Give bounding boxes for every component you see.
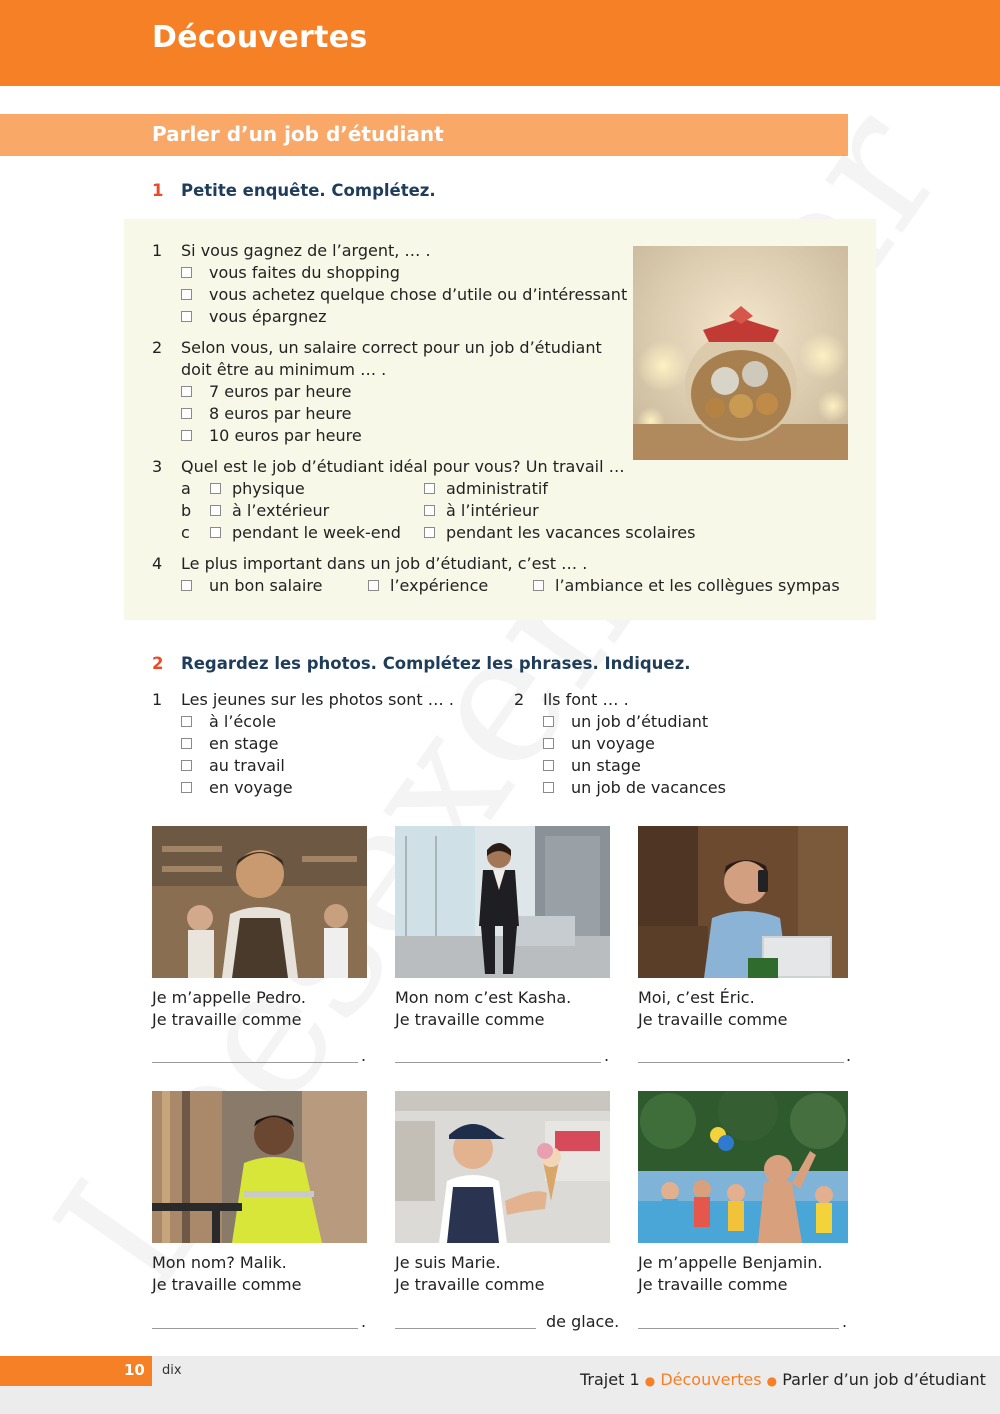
person-intro: Moi, c’est Éric.	[638, 988, 755, 1007]
person-job-prompt: Je travaille comme	[638, 1010, 788, 1029]
breadcrumb-decouvertes: Découvertes	[660, 1370, 762, 1389]
answer-line[interactable]	[395, 1062, 601, 1063]
q3-text: Quel est le job d’étudiant idéal pour vous? Un travail …	[181, 457, 625, 476]
checkbox[interactable]	[181, 760, 192, 771]
exercise-1-instruction: Petite enquête. Complétez.	[181, 181, 436, 200]
checkbox[interactable]	[368, 580, 379, 591]
page-number-word: dix	[162, 1363, 182, 1378]
checkbox[interactable]	[210, 527, 221, 538]
person-intro: Mon nom? Malik.	[152, 1253, 287, 1272]
q2-option: 8 euros par heure	[209, 404, 352, 423]
checkbox[interactable]	[543, 716, 554, 727]
ex2-q2-number: 2	[514, 690, 525, 709]
q1-number: 1	[152, 241, 163, 260]
person-job-prompt: Je travaille comme	[395, 1010, 545, 1029]
q2-text-line1: Selon vous, un salaire correct pour un job d’étudiant	[181, 338, 602, 357]
q4-number: 4	[152, 554, 163, 573]
ex2-q1-option: en voyage	[209, 778, 293, 797]
ex2-q1-number: 1	[152, 690, 163, 709]
kasha-office-photo	[395, 826, 610, 978]
q1-option: vous épargnez	[209, 307, 327, 326]
checkbox[interactable]	[181, 430, 192, 441]
person-intro: Je m’appelle Pedro.	[152, 988, 306, 1007]
checkbox[interactable]	[181, 311, 192, 322]
q4-text: Le plus important dans un job d’étudiant, c’est … .	[181, 554, 588, 573]
money-jar-photo	[633, 246, 848, 460]
checkbox[interactable]	[181, 267, 192, 278]
footer-breadcrumb	[580, 1370, 986, 1389]
q1-text: Si vous gagnez de l’argent, … .	[181, 241, 431, 260]
person-job-prompt: Je travaille comme	[152, 1275, 302, 1294]
q3-option: pendant le week-end	[232, 523, 401, 542]
q1-option: vous faites du shopping	[209, 263, 400, 282]
q2-number: 2	[152, 338, 163, 357]
ex2-q2-option: un voyage	[571, 734, 655, 753]
ex2-q1-text: Les jeunes sur les photos sont … .	[181, 690, 454, 709]
q4-option: l’expérience	[390, 576, 489, 595]
q3-option: à l’extérieur	[232, 501, 330, 520]
ex2-q1-option: au travail	[209, 756, 285, 775]
answer-line[interactable]	[152, 1328, 358, 1329]
q4-option: un bon salaire	[209, 576, 323, 595]
q3-option: administratif	[446, 479, 548, 498]
checkbox[interactable]	[424, 505, 435, 516]
answer-line[interactable]	[638, 1328, 839, 1329]
q3-letter: a	[181, 479, 191, 498]
q3-letter: c	[181, 523, 190, 542]
answer-line[interactable]	[395, 1328, 536, 1329]
ex2-q1-option: en stage	[209, 734, 279, 753]
checkbox[interactable]	[181, 716, 192, 727]
pedro-barista-photo	[152, 826, 367, 978]
q3-option: physique	[232, 479, 305, 498]
line-end: .	[842, 1312, 848, 1331]
person-job-prompt: Je travaille comme	[638, 1275, 788, 1294]
checkbox[interactable]	[424, 527, 435, 538]
q3-option: pendant les vacances scolaires	[446, 523, 696, 542]
line-end: .	[846, 1046, 852, 1065]
checkbox[interactable]	[210, 483, 221, 494]
checkbox[interactable]	[543, 782, 554, 793]
person-job-prompt: Je travaille comme	[152, 1010, 302, 1029]
marie-icecream-photo	[395, 1091, 610, 1243]
q2-option: 10 euros par heure	[209, 426, 362, 445]
exercise-2-instruction: Regardez les photos. Complétez les phrases. Indiquez.	[181, 654, 691, 673]
checkbox[interactable]	[181, 738, 192, 749]
person-job-prompt: Je travaille comme	[395, 1275, 545, 1294]
person-intro: Je suis Marie.	[395, 1253, 501, 1272]
exercise-1-number: 1	[152, 181, 164, 200]
q1-option: vous achetez quelque chose d’utile ou d’intéressant	[209, 285, 628, 304]
person-intro: Je m’appelle Benjamin.	[638, 1253, 823, 1272]
bullet-icon: ●	[766, 1374, 778, 1388]
q3-option: à l’intérieur	[446, 501, 539, 520]
line-end: de glace.	[546, 1312, 620, 1331]
line-end: .	[361, 1312, 367, 1331]
ex2-q2-option: un job d’étudiant	[571, 712, 709, 731]
q3-number: 3	[152, 457, 163, 476]
eric-phone-photo	[638, 826, 848, 978]
ex2-q2-option: un stage	[571, 756, 641, 775]
bullet-icon: ●	[644, 1374, 656, 1388]
page-number: 10	[124, 1361, 145, 1379]
line-end: .	[361, 1046, 367, 1065]
checkbox[interactable]	[210, 505, 221, 516]
q3-letter: b	[181, 501, 192, 520]
line-end: .	[604, 1046, 610, 1065]
q2-text-line2: doit être au minimum … .	[181, 360, 387, 379]
ex2-q1-option: à l’école	[209, 712, 277, 731]
checkbox[interactable]	[181, 386, 192, 397]
breadcrumb-trajet: Trajet 1	[580, 1370, 640, 1389]
checkbox[interactable]	[181, 289, 192, 300]
q2-option: 7 euros par heure	[209, 382, 352, 401]
answer-line[interactable]	[152, 1062, 358, 1063]
q4-option: l’ambiance et les collègues sympas	[555, 576, 840, 595]
header-bar	[0, 0, 1000, 86]
person-intro: Mon nom c’est Kasha.	[395, 988, 572, 1007]
ex2-q2-text: Ils font … .	[543, 690, 629, 709]
breadcrumb-topic: Parler d’un job d’étudiant	[782, 1370, 986, 1389]
section-title: Parler d’un job d’étudiant	[152, 122, 444, 146]
checkbox[interactable]	[543, 760, 554, 771]
checkbox[interactable]	[181, 580, 192, 591]
checkbox[interactable]	[543, 738, 554, 749]
page-title: Découvertes	[152, 20, 368, 55]
answer-line[interactable]	[638, 1062, 844, 1063]
exercise-2-number: 2	[152, 654, 164, 673]
checkbox[interactable]	[424, 483, 435, 494]
checkbox[interactable]	[181, 408, 192, 419]
checkbox[interactable]	[181, 782, 192, 793]
malik-warehouse-photo	[152, 1091, 367, 1243]
benjamin-summer-camp-photo	[638, 1091, 848, 1243]
ex2-q2-option: un job de vacances	[571, 778, 726, 797]
checkbox[interactable]	[533, 580, 544, 591]
